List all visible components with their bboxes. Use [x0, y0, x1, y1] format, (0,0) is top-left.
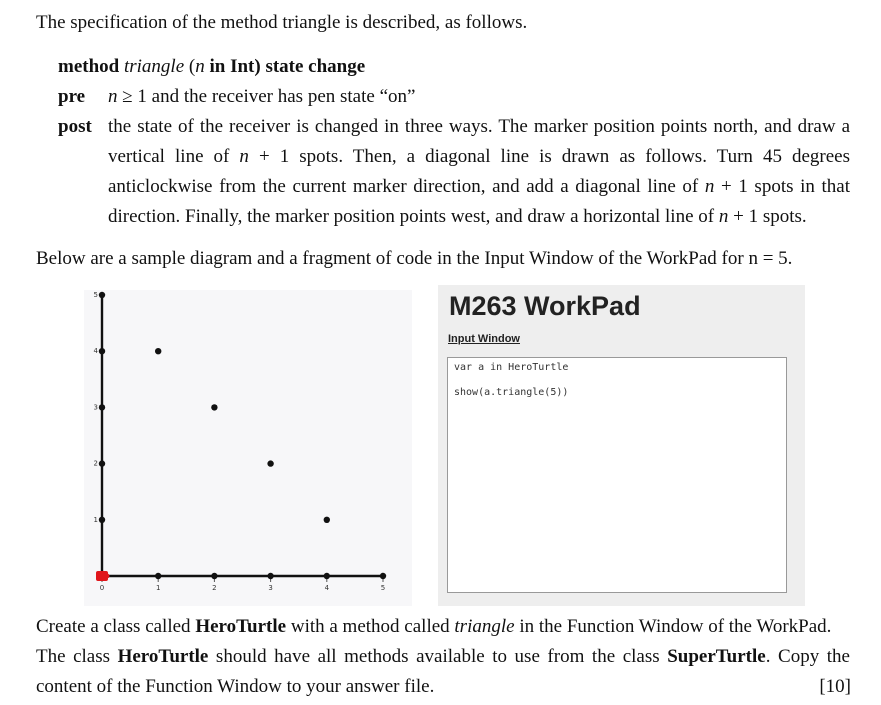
- vertical-spot: [99, 348, 105, 354]
- task-text: . Copy the: [765, 646, 850, 667]
- post-var-2: n: [704, 176, 715, 197]
- param-type: in Int): [204, 56, 261, 77]
- task-line-1: [36, 612, 831, 642]
- diagonal-spot: [324, 517, 330, 523]
- class-name-superturtle: SuperTurtle: [667, 646, 766, 667]
- turtle-marker-head: [105, 574, 110, 579]
- task-text: should have all methods available to use from the class: [208, 646, 668, 667]
- x-tick-label: 1: [155, 584, 161, 592]
- x-tick-label: 5: [380, 584, 386, 592]
- task-text: in the Function Window of the WorkPad.: [514, 616, 832, 637]
- post-part-4: + 1 spots.: [728, 206, 807, 227]
- x-tick-label: 0: [99, 584, 105, 592]
- sample-intro: Below are a sample diagram and a fragment of code in the Input Window of the WorkPad for n = 5.: [36, 248, 793, 269]
- horizontal-spot: [211, 573, 217, 579]
- param-var: n: [195, 56, 205, 77]
- pre-var: n: [108, 86, 118, 107]
- turtle-diagram: [84, 290, 412, 606]
- post-key: post: [58, 116, 92, 137]
- task-text: Create a class called: [36, 616, 196, 637]
- post-var-3: n: [718, 206, 729, 227]
- spec-post-key: [58, 112, 108, 142]
- method-name-triangle: triangle: [454, 616, 515, 637]
- y-tick-label: 3: [93, 403, 98, 412]
- diagonal-spot: [211, 404, 217, 410]
- code-line: var a in HeroTurtle: [454, 362, 569, 373]
- class-name-heroturtle: HeroTurtle: [117, 646, 209, 667]
- y-tick-label: 2: [93, 459, 98, 468]
- pre-key: pre: [58, 86, 86, 107]
- horizontal-spot: [267, 573, 273, 579]
- post-part-1: the state of the receiver is changed in three ways. The marker position points north, and draw a vertical line of: [108, 116, 850, 167]
- vertical-spot: [99, 460, 105, 466]
- intro-text: The specification of the method triangle is described, as follows.: [36, 12, 528, 33]
- spec-pre: [58, 82, 415, 112]
- horizontal-spot: [155, 573, 161, 579]
- x-tick-label: 2: [212, 584, 217, 592]
- diagram-svg: [84, 290, 412, 606]
- vertical-spot: [99, 292, 105, 298]
- y-tick-label: 1: [93, 515, 98, 524]
- param-open: (: [184, 56, 196, 77]
- workpad-panel: [438, 285, 805, 606]
- marks: [10]: [819, 676, 851, 697]
- diagonal-spot: [267, 460, 273, 466]
- horizontal-spot: [380, 573, 386, 579]
- post-part-2: + 1 spots. Then, a diagonal line is drawn as follows. Turn 45 degrees anticlockwise from the current marker direction, and add a diagonal line of: [108, 146, 851, 197]
- y-tick-label: 5: [93, 291, 98, 299]
- method-name: triangle: [123, 56, 185, 77]
- task-text: The class: [36, 646, 118, 667]
- task-line-3: content of the Function Window to your answer file.: [36, 676, 435, 697]
- workpad-title: M263 WorkPad: [449, 291, 641, 321]
- input-window[interactable]: [447, 357, 787, 593]
- diagonal-spot: [155, 348, 161, 354]
- x-tick-label: 4: [324, 584, 330, 592]
- input-window-label: Input Window: [448, 333, 520, 345]
- post-part-3: + 1 spots in that direction. Finally, the marker position points west, and draw a horizontal line of: [108, 176, 850, 227]
- vertical-spot: [99, 517, 105, 523]
- vertical-spot: [99, 404, 105, 410]
- spec-post-text: [108, 112, 850, 232]
- state-change: state change: [260, 56, 366, 77]
- post-var-1: n: [239, 146, 249, 167]
- task-text: with a method called: [286, 616, 455, 637]
- horizontal-spot: [324, 573, 330, 579]
- spec-method-signature: [58, 52, 365, 82]
- task-line-2: [36, 642, 850, 672]
- pre-text: ≥ 1 and the receiver has pen state “on”: [117, 86, 416, 107]
- method-keyword: method: [58, 56, 120, 77]
- class-name-heroturtle: HeroTurtle: [195, 616, 287, 637]
- x-tick-label: 3: [268, 584, 273, 592]
- code-line: show(a.triangle(5)): [454, 387, 569, 398]
- y-tick-label: 4: [93, 347, 98, 356]
